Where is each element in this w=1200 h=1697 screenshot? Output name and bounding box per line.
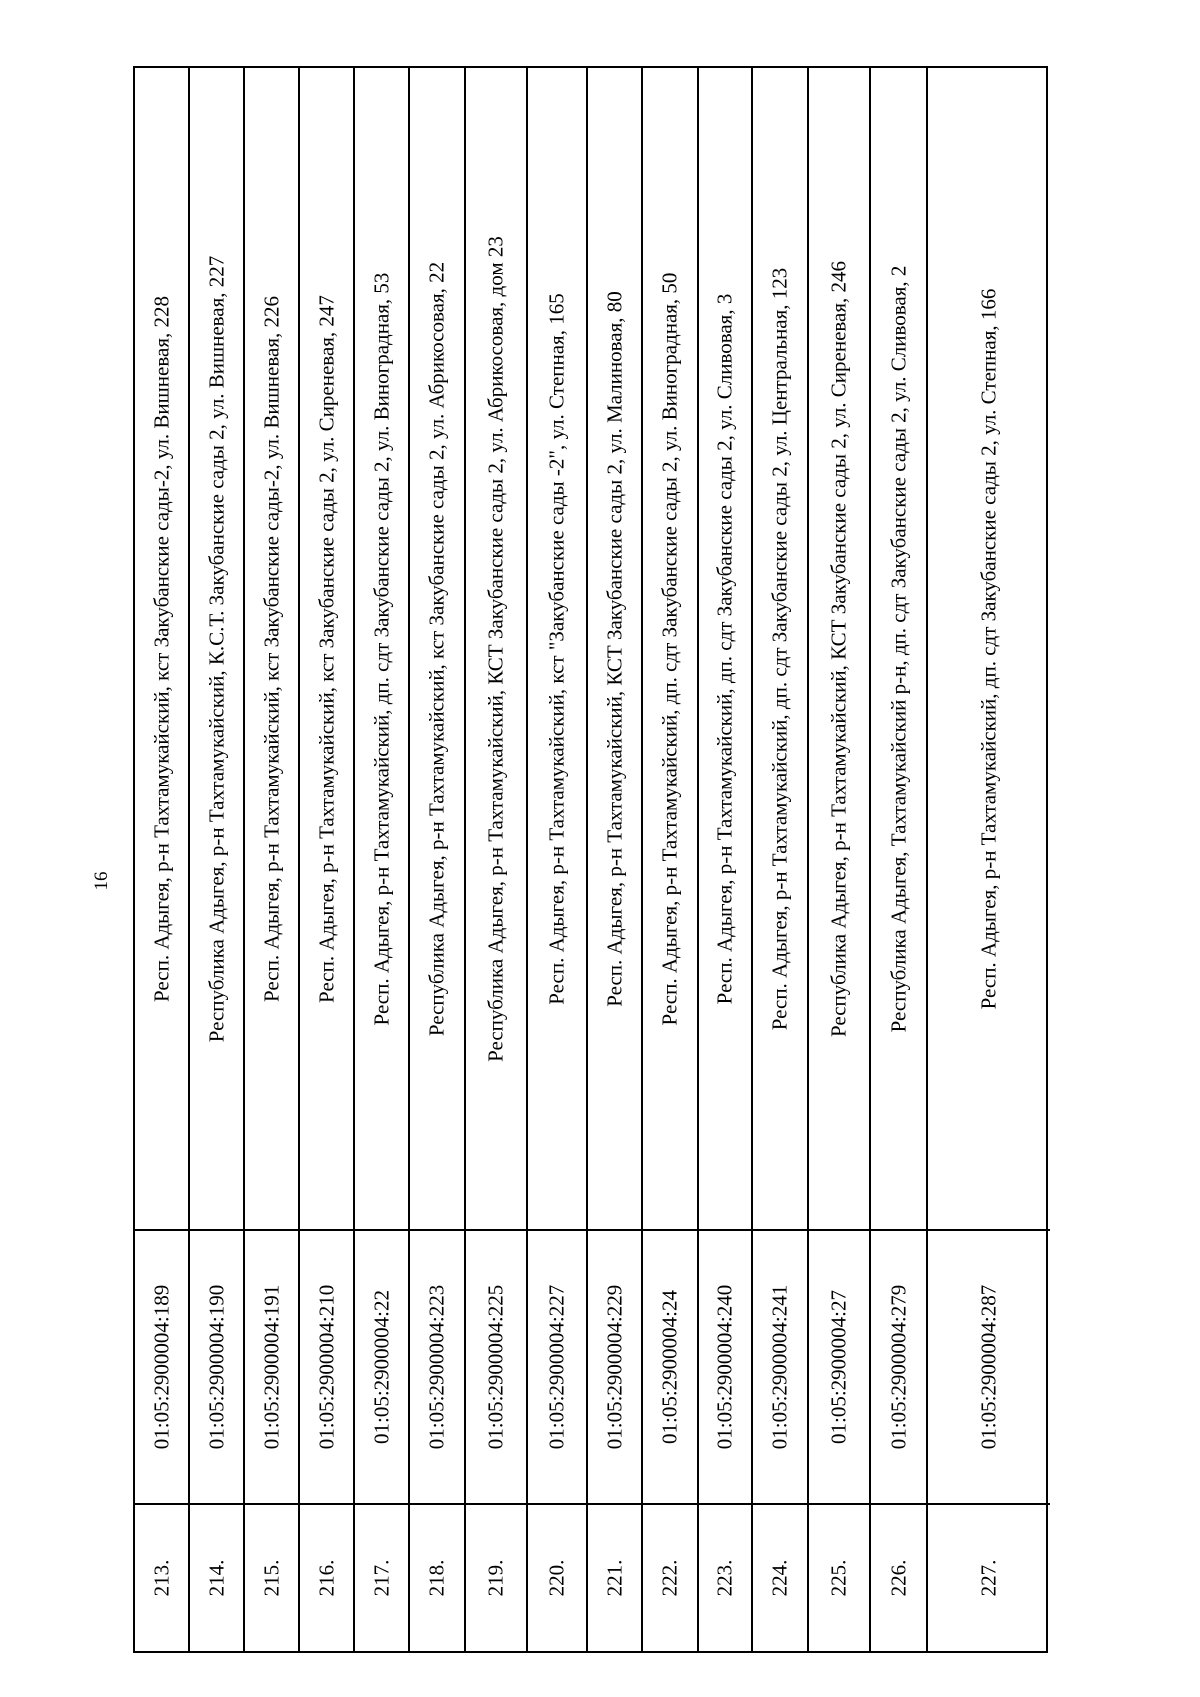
- address-cell: [355, 68, 408, 1231]
- address-cell: [588, 68, 641, 1231]
- address-table: [133, 66, 1048, 1653]
- address-cell: [300, 68, 353, 1231]
- address: Респ. Адыгея, р-н Тахтамукайский, кст Закубанские сады 2, ул. Сиреневая, 247: [314, 294, 338, 1003]
- row-number-cell: [410, 1505, 464, 1651]
- table-row: [355, 68, 410, 1651]
- row-number: 219.: [483, 1559, 508, 1597]
- address-cell: [528, 68, 586, 1231]
- row-number: 220.: [544, 1559, 569, 1597]
- cadastral-number-cell: [190, 1231, 243, 1505]
- table-row: [588, 68, 643, 1651]
- row-number: 216.: [314, 1559, 338, 1597]
- row-number: 218.: [424, 1559, 449, 1597]
- address: Респ. Адыгея, р-н Тахтамукайский, дп. сдт Закубанские сады 2, ул. Сливовая, 3: [712, 293, 737, 1004]
- table-row: [528, 68, 588, 1651]
- row-number-cell: [190, 1505, 243, 1651]
- row-number-cell: [355, 1505, 408, 1651]
- cadastral-number-cell: [588, 1231, 641, 1505]
- table-row: [245, 68, 300, 1651]
- cadastral-number-cell: [410, 1231, 464, 1505]
- address: Республика Адыгея, р-н Тахтамукайский, К.С.Т. Закубанские сады 2, ул. Вишневая, 227: [204, 255, 228, 1042]
- table-row: [410, 68, 466, 1651]
- address: Респ. Адыгея, р-н Тахтамукайский, кст "Закубанские сады -2", ул. Степная, 165: [544, 292, 569, 1005]
- cadastral-number: 01:05:2900004:190: [204, 1284, 228, 1450]
- row-number-cell: [135, 1505, 188, 1651]
- cadastral-number: 01:05:2900004:22: [369, 1289, 393, 1445]
- cadastral-number-cell: [245, 1231, 298, 1505]
- address-cell: [245, 68, 298, 1231]
- row-number-cell: [300, 1505, 353, 1651]
- cadastral-number-cell: [928, 1231, 1050, 1505]
- table-row: [190, 68, 245, 1651]
- address: Респ. Адыгея, р-н Тахтамукайский, дп. сдт Закубанские сады 2, ул. Степная, 166: [976, 288, 1001, 1009]
- cadastral-number-cell: [528, 1231, 586, 1505]
- address-cell: [410, 68, 464, 1231]
- cadastral-number: 01:05:2900004:189: [149, 1284, 173, 1450]
- cadastral-number: 01:05:2900004:225: [483, 1284, 508, 1450]
- row-number-cell: [928, 1505, 1050, 1651]
- address: Республика Адыгея, р-н Тахтамукайский, КСТ Закубанские сады 2, ул. Абрикосовая, дом 23: [483, 235, 508, 1062]
- address-cell: [643, 68, 697, 1231]
- row-number-cell: [528, 1505, 586, 1651]
- cadastral-number-cell: [699, 1231, 751, 1505]
- row-number-cell: [753, 1505, 807, 1651]
- row-number: 222.: [657, 1559, 682, 1597]
- address-cell: [753, 68, 807, 1231]
- cadastral-number: 01:05:2900004:223: [424, 1284, 449, 1450]
- row-number: 217.: [369, 1559, 393, 1597]
- address: Респ. Адыгея, р-н Тахтамукайский, дп. сдт Закубанские сады 2, ул. Виноградная, 50: [657, 272, 682, 1025]
- cadastral-number: 01:05:2900004:287: [976, 1284, 1001, 1450]
- address-cell: [928, 68, 1050, 1231]
- address-cell: [871, 68, 926, 1231]
- address-cell: [699, 68, 751, 1231]
- row-number-cell: [871, 1505, 926, 1651]
- row-number-cell: [245, 1505, 298, 1651]
- row-number: 226.: [886, 1559, 910, 1597]
- row-number-cell: [809, 1505, 869, 1651]
- table-row: [699, 68, 753, 1651]
- address: Республика Адыгея, р-н Тахтамукайский, КСТ Закубанские сады 2, ул. Сиреневая, 246: [826, 260, 851, 1037]
- cadastral-number: 01:05:2900004:227: [544, 1284, 569, 1450]
- address: Республика Адыгея, Тахтамукайский р-н, дп. сдт Закубанские сады 2, ул. Сливовая, 2: [886, 265, 910, 1032]
- address: Респ. Адыгея, р-н Тахтамукайский, кст Закубанские сады-2, ул. Вишневая, 228: [149, 295, 173, 1002]
- table-row: [643, 68, 699, 1651]
- table-row: [809, 68, 871, 1651]
- page-number: 16: [91, 871, 112, 891]
- cadastral-number: 01:05:2900004:229: [602, 1284, 626, 1450]
- cadastral-number: 01:05:2900004:191: [259, 1284, 283, 1450]
- row-number: 214.: [204, 1559, 228, 1597]
- address: Республика Адыгея, р-н Тахтамукайский, кст Закубанские сады 2, ул. Абрикосовая, 22: [424, 261, 449, 1036]
- table-row: [300, 68, 355, 1651]
- address: Респ. Адыгея, р-н Тахтамукайский, дп. сдт Закубанские сады 2, ул. Виноградная, 53: [369, 272, 393, 1025]
- cadastral-number: 01:05:2900004:210: [314, 1284, 338, 1450]
- address: Респ. Адыгея, р-н Тахтамукайский, кст Закубанские сады-2, ул. Вишневая, 226: [259, 295, 283, 1002]
- row-number: 227.: [976, 1559, 1001, 1597]
- table-row: [871, 68, 928, 1651]
- cadastral-number: 01:05:2900004:241: [767, 1284, 792, 1450]
- row-number: 223.: [712, 1559, 737, 1597]
- table-row: [135, 68, 190, 1651]
- address: Респ. Адыгея, р-н Тахтамукайский, дп. сдт Закубанские сады 2, ул. Центральная, 123: [767, 267, 792, 1030]
- cadastral-number-cell: [871, 1231, 926, 1505]
- table-row: [928, 68, 1050, 1651]
- table-row: [466, 68, 528, 1651]
- cadastral-number: 01:05:2900004:279: [886, 1284, 910, 1450]
- cadastral-number-cell: [643, 1231, 697, 1505]
- cadastral-number-cell: [753, 1231, 807, 1505]
- row-number: 213.: [149, 1559, 173, 1597]
- cadastral-number: 01:05:2900004:27: [826, 1289, 851, 1445]
- cadastral-number-cell: [809, 1231, 869, 1505]
- row-number-cell: [699, 1505, 751, 1651]
- cadastral-number: 01:05:2900004:24: [657, 1289, 682, 1445]
- address: Респ. Адыгея, р-н Тахтамукайский, КСТ Закубанские сады 2, ул. Малиновая, 80: [602, 290, 626, 1007]
- address-cell: [809, 68, 869, 1231]
- row-number: 224.: [767, 1559, 792, 1597]
- row-number: 215.: [259, 1559, 283, 1597]
- table-row: [753, 68, 809, 1651]
- cadastral-number-cell: [300, 1231, 353, 1505]
- address-cell: [466, 68, 526, 1231]
- address-cell: [135, 68, 188, 1231]
- address-cell: [190, 68, 243, 1231]
- row-number-cell: [588, 1505, 641, 1651]
- row-number: 221.: [602, 1559, 626, 1597]
- cadastral-number-cell: [466, 1231, 526, 1505]
- row-number: 225.: [826, 1559, 851, 1597]
- cadastral-number: 01:05:2900004:240: [712, 1284, 737, 1450]
- row-number-cell: [643, 1505, 697, 1651]
- cadastral-number-cell: [135, 1231, 188, 1505]
- cadastral-number-cell: [355, 1231, 408, 1505]
- row-number-cell: [466, 1505, 526, 1651]
